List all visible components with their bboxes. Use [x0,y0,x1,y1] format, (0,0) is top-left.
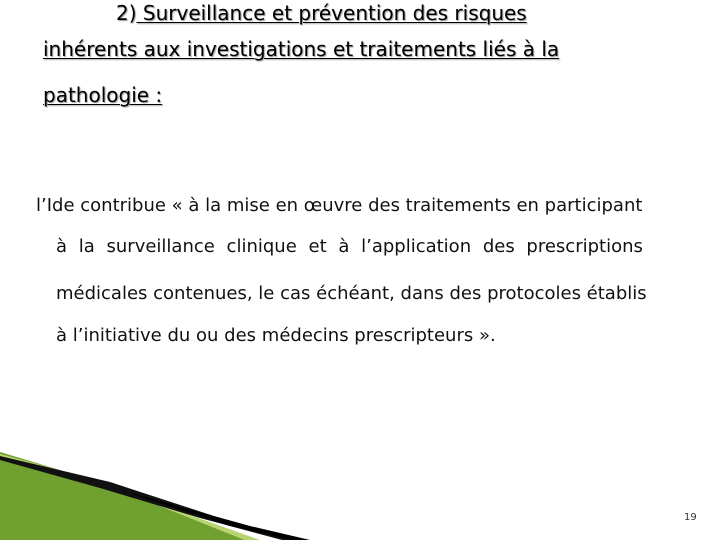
title-line-1-text: Surveillance et prévention des risques [142,1,527,25]
slide-title [0,0,720,120]
title-line-3: pathologie : [43,83,163,107]
body-line-1: l’Ide contribue « à la mise en œuvre des traitements en participant [36,195,643,216]
body-line-3: médicales contenues, le cas échéant, dans des protocoles établis [56,283,647,304]
title-line-2: inhérents aux investigations et traitements liés à la [43,37,560,61]
decorative-swoosh [0,440,720,540]
body-line-2: à la surveillance clinique et à l’application des prescriptions [56,236,643,257]
page-number: 19 [684,512,697,523]
body-line-4: à l’initiative du ou des médecins prescripteurs ». [56,325,496,346]
title-number: 2) [116,1,137,25]
title-line-1 [116,0,527,26]
